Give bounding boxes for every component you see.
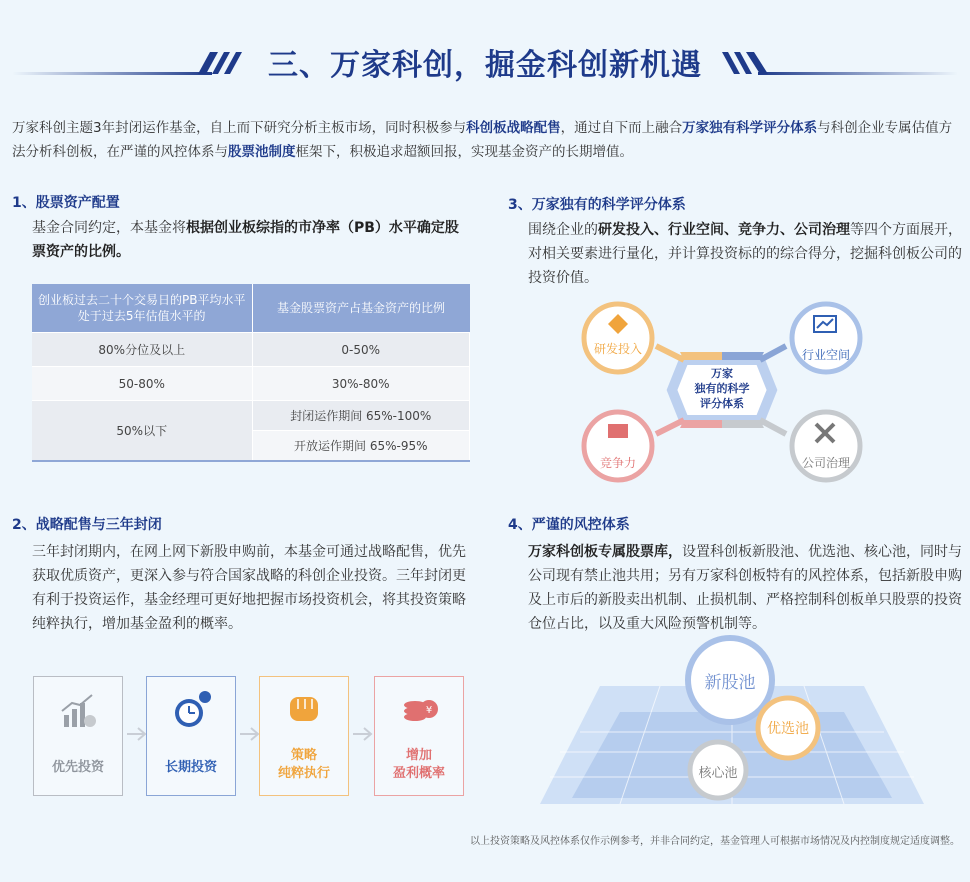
title-right-line xyxy=(758,72,958,75)
section-3-body: 围绕企业的研发投入、行业空间、竞争力、公司治理等四个方面展开，对相关要素进行量化，并计算投资标的的综合得分，挖掘科创板公司的投资价值。 xyxy=(528,222,962,286)
table-row: 开放运作期间 65%-95% xyxy=(32,431,470,461)
pool-label-new: 新股池 xyxy=(704,673,756,693)
step-priority-invest: 优先投资 xyxy=(33,676,123,796)
node-label-compete: 竞争力 xyxy=(599,456,636,470)
step-long-term-invest: 长期投资 xyxy=(146,676,236,796)
pb-allocation-table xyxy=(32,284,470,462)
node-label-industry: 行业空间 xyxy=(801,348,850,362)
table-row: 50%以下 封闭运作期间 65%-100% xyxy=(32,401,470,431)
footnote: 以上投资策略及风控体系仅作示例参考，并非合同约定，基金管理人可根据市场情况及内控制度规定适度调整。 xyxy=(470,836,960,847)
section-title-bar xyxy=(0,36,970,92)
node-label-rd: 研发投入 xyxy=(593,342,642,356)
page-title: 三、万家科创，掘金科创新机遇 xyxy=(268,48,702,83)
arrow-compete xyxy=(656,420,684,434)
section-4-title: 4、严谨的风控体系 xyxy=(508,517,630,533)
center-label: 万家 独有的科学 评分体系 xyxy=(694,367,750,410)
pool-grid-illustration xyxy=(540,632,924,808)
section-1-body: 基金合同约定，本基金将根据创业板综指的市净率（PB）水平确定股票资产的比例。 xyxy=(32,220,459,260)
trophy-icon xyxy=(608,424,628,438)
section-4-body: 万家科创板专属股票库，设置科创板新股池、优选池、核心池，同时与公司现有禁止池共用；另有万家科创板特有的风控体系，包括新股申购及上市后的新股卖出机制、止损机制、严格控制科创板单只股票的投资仓位占比，以及重大风险预警机制等。 xyxy=(528,544,962,632)
arrow-space xyxy=(760,346,786,360)
node-label-governance: 公司治理 xyxy=(801,456,850,470)
intro-paragraph: 万家科创主题3年封闭运作基金，自上而下研究分析主板市场，同时积极参与科创板战略配售，通过自下而上融合万家独有科学评分体系与科创企业专属估值方法分析科创板，在严谨的风控体系与股票池制度框架下，积极追求超额回报，实现基金资产的长期增值。 xyxy=(12,120,953,160)
section-2-body: 三年封闭期内，在网上网下新股申购前，本基金可通过战略配售，优先获取优质资产，更深入参与符合国家战略的科创企业投资。三年封闭更有利于投资运作，基金经理可更好地把握市场投资机会，将其投资策略纯粹执行，增加基金盈利的概率。 xyxy=(32,544,466,632)
fist-icon xyxy=(286,691,324,727)
step-increase-profit: ¥ 增加 盈利概率 xyxy=(374,676,464,796)
arrow-right-icon xyxy=(351,724,373,744)
section-3-title: 3、万家独有的科学评分体系 xyxy=(508,197,686,213)
svg-text:¥: ¥ xyxy=(425,705,433,716)
arrow-right-icon xyxy=(238,724,260,744)
bar-chart-icon xyxy=(58,691,100,731)
pool-label-core: 核心池 xyxy=(698,766,738,781)
arrow-rd xyxy=(656,346,684,360)
table-row: 80%分位及以上 0-50% xyxy=(32,333,470,367)
table-header-ratio: 基金股票资产占基金资产的比例 xyxy=(252,284,470,333)
section-2-title: 2、战略配售与三年封闭 xyxy=(12,517,162,533)
coins-icon xyxy=(401,689,441,729)
arrow-govern xyxy=(760,420,786,434)
table-row: 50-80% 30%-80% xyxy=(32,367,470,401)
pool-label-selected: 优选池 xyxy=(767,721,809,737)
arrow-right-icon xyxy=(125,724,147,744)
table-header-pb: 创业板过去二十个交易日的PB平均水平处于过去5年估值水平的 xyxy=(32,284,252,333)
step-pure-execution: 策略 纯粹执行 xyxy=(259,676,349,796)
clock-icon xyxy=(169,687,215,733)
section-1-title: 1、股票资产配置 xyxy=(12,195,120,211)
